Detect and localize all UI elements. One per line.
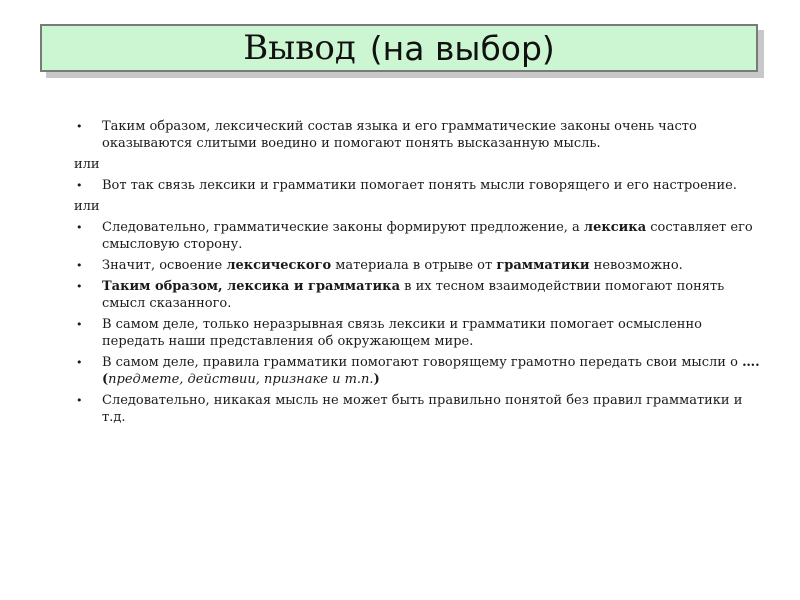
list-item <box>74 118 764 152</box>
item-bold-text: Таким образом, лексика и грамматика <box>102 279 400 294</box>
item-text: Значит, освоение <box>102 258 227 273</box>
item-text: Таким образом, лексический состав языка и его грамматические законы очень часто оказываются слитыми воедино и помогают понять высказанную мысль. <box>102 119 697 151</box>
slide-title <box>40 24 758 72</box>
list-item <box>74 278 764 312</box>
item-bold-text: ….( <box>102 355 760 387</box>
bullet-icon: • <box>76 356 83 369</box>
or-separator: или <box>74 199 100 214</box>
list-item <box>74 219 764 253</box>
item-text: В самом деле, правила грамматики помогают говорящему грамотно передать свои мысли о <box>102 355 743 370</box>
item-text: Следовательно, грамматические законы формируют предложение, а <box>102 220 584 235</box>
bullet-icon: • <box>76 221 83 234</box>
conclusion-list <box>74 118 764 430</box>
bullet-icon: • <box>76 259 83 272</box>
bullet-icon: • <box>76 318 83 331</box>
bullet-icon: • <box>76 394 83 407</box>
item-bold-text: грамматики <box>496 258 590 273</box>
item-italic-text: предмете, действии, признаке и т.п. <box>108 372 374 387</box>
item-bold-text: ) <box>373 372 380 387</box>
list-item <box>74 177 764 194</box>
item-text: составляет его смысловую сторону. <box>102 220 753 252</box>
list-item <box>74 354 764 388</box>
title-subtitle: (на выбор) <box>369 28 555 68</box>
item-text: невозможно. <box>589 258 683 273</box>
item-text: Вот так связь лексики и грамматики помогает понять мысли говорящего и его настроение. <box>102 178 737 193</box>
bullet-icon: • <box>76 120 83 133</box>
item-text: материала в отрыве от <box>331 258 497 273</box>
item-text: В самом деле, только неразрывная связь лексики и грамматики помогает осмысленно передать наши представления об окружающем мире. <box>102 317 702 349</box>
item-text: в их тесном взаимодействии помогают понять смысл сказанного. <box>102 279 725 311</box>
or-separator: или <box>74 157 100 172</box>
list-item <box>74 392 764 426</box>
item-bold-text: лексика <box>583 220 647 235</box>
title-word: Вывод <box>243 28 356 68</box>
list-item <box>74 316 764 350</box>
item-bold-text: лексического <box>226 258 332 273</box>
item-text: Следовательно, никакая мысль не может быть правильно понятой без правил грамматики и т.д. <box>102 393 743 425</box>
list-item <box>74 257 764 274</box>
bullet-icon: • <box>76 179 83 192</box>
bullet-icon: • <box>76 280 83 293</box>
